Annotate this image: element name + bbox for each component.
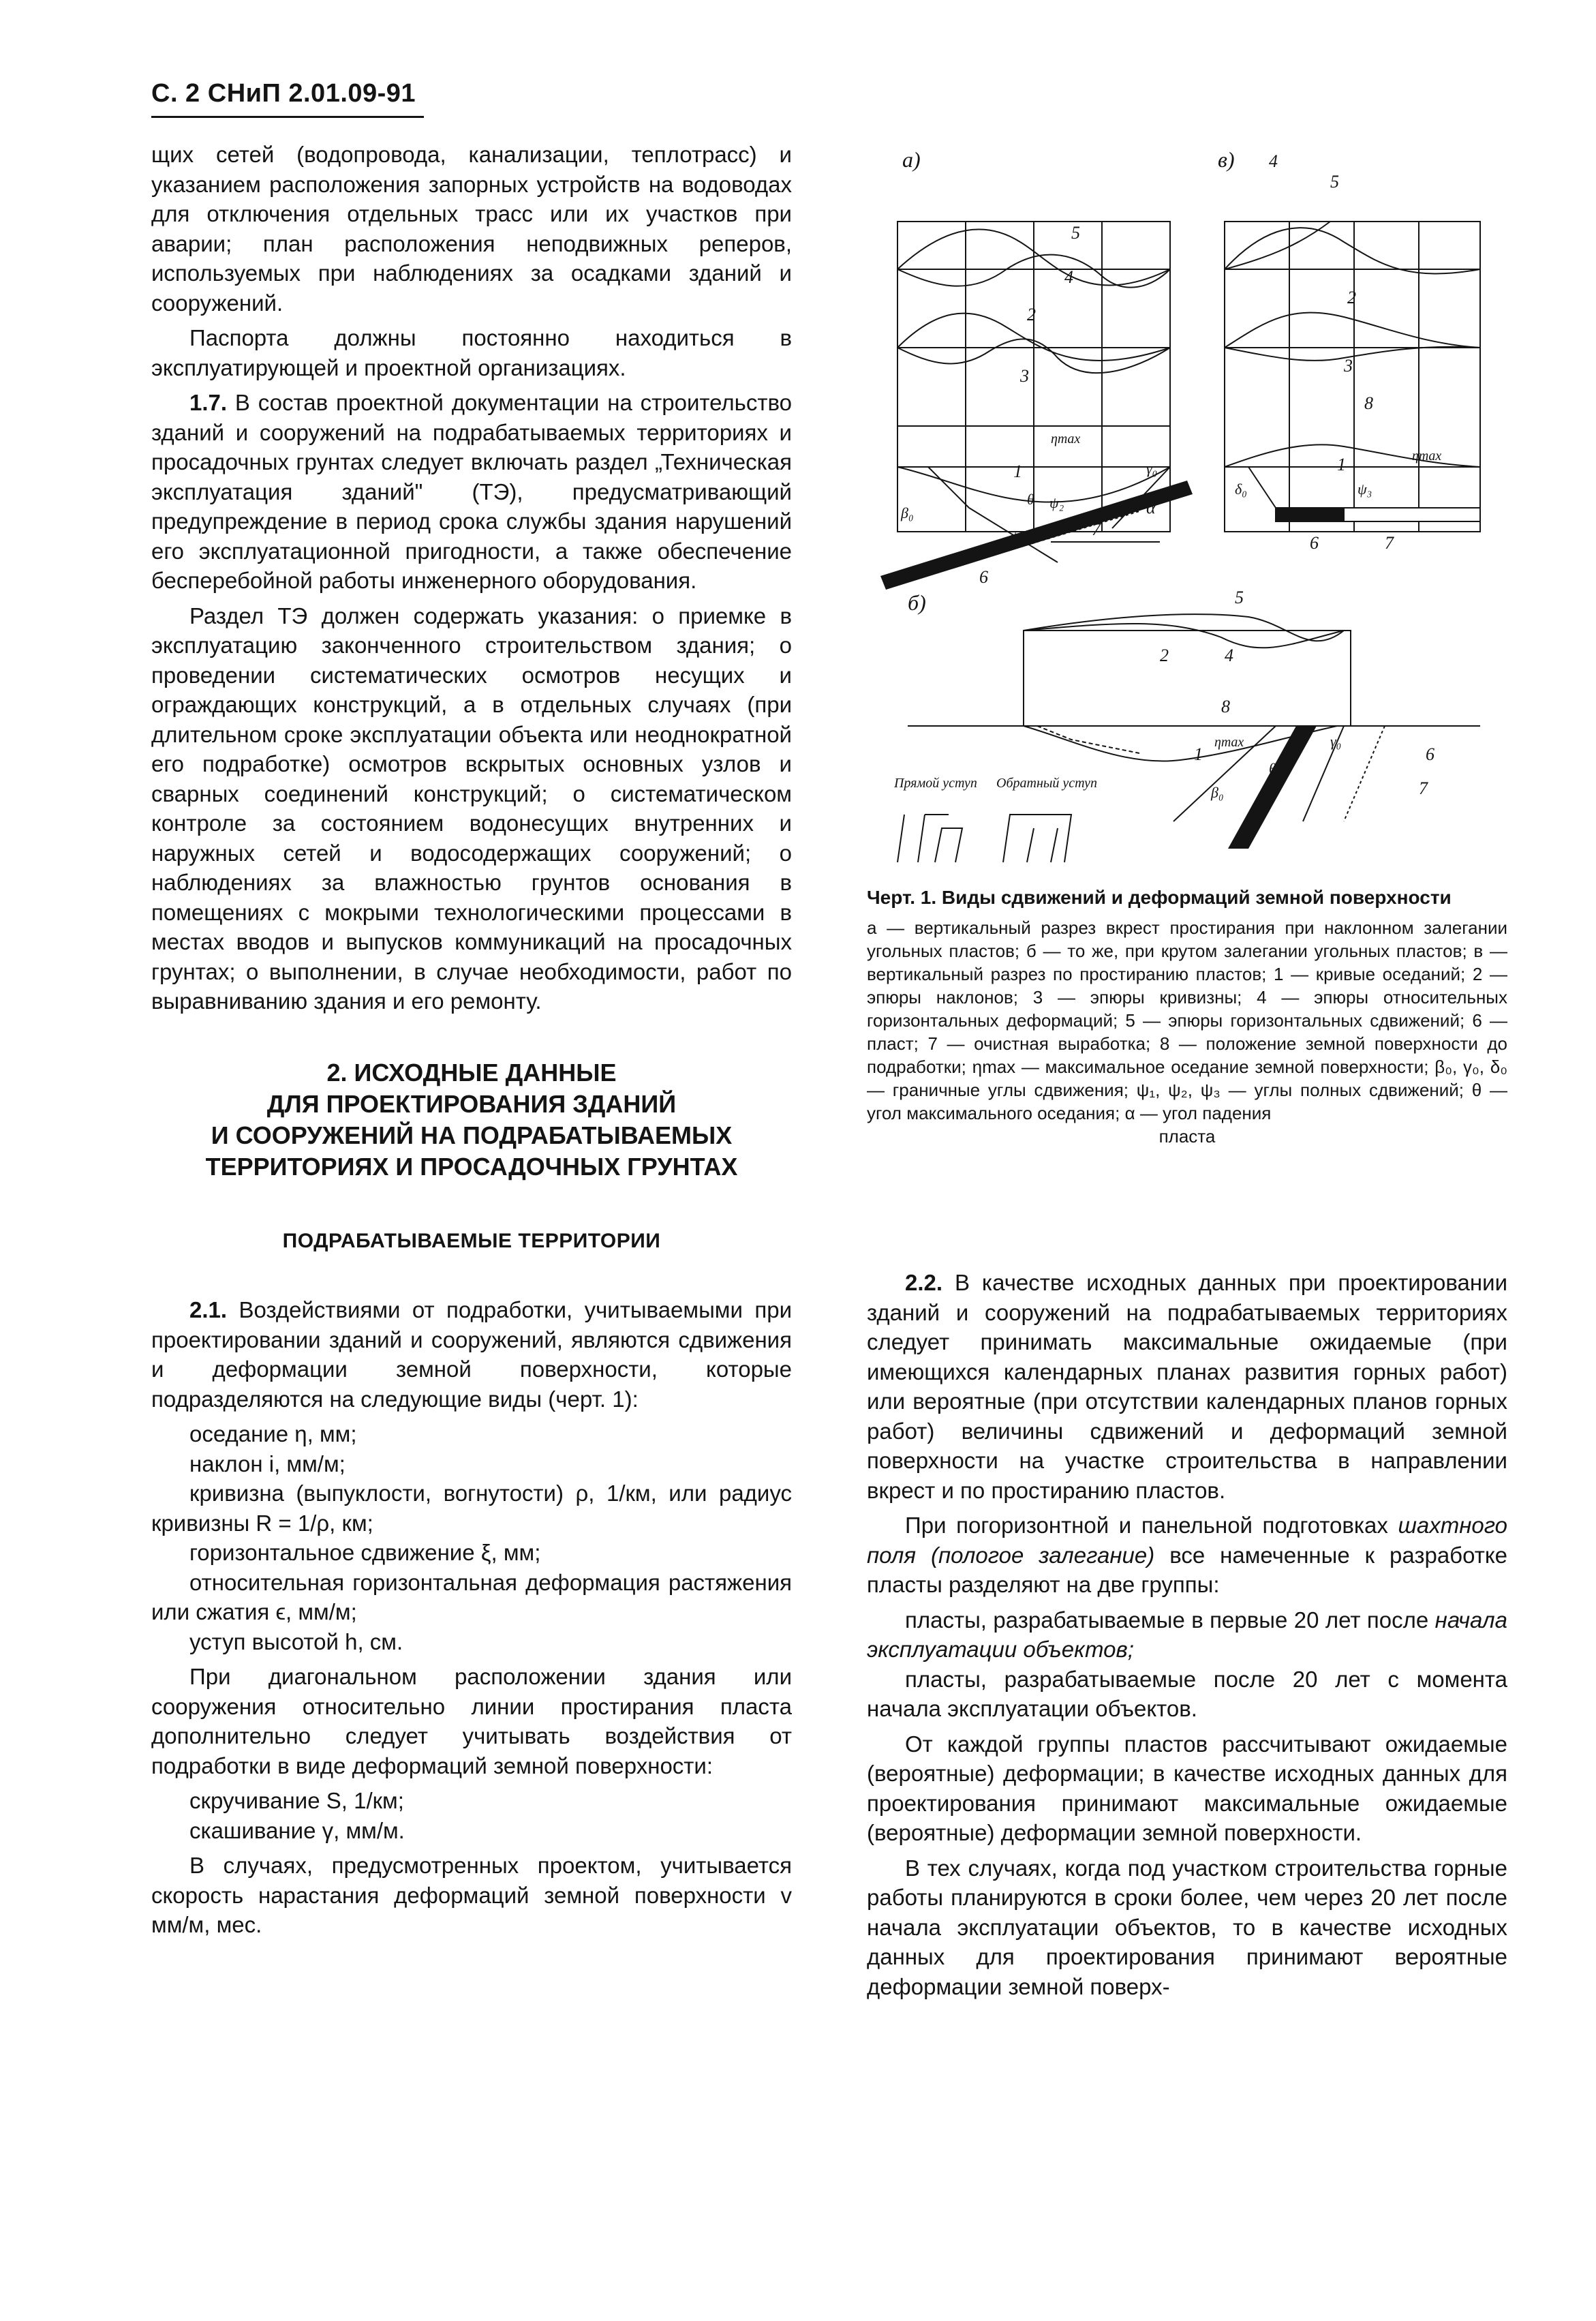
excavation-7	[1344, 508, 1480, 521]
label-beta0: β₀	[1211, 784, 1224, 801]
label-psi1: ψ₁	[1010, 528, 1025, 545]
clause-text: В качестве исходных данных при проектировании зданий и сооружений на подрабатываемых территориях следует принимать максимальные ожидаемые (при имеющихся календарных планах развития горных работ) или вероятные (при отсутствии календарных планов горных работ) величины сдвижений и деформаций земной поверхности на участке строительства в направлении вкрест и по простиранию пластов.	[867, 1270, 1507, 1503]
list-item: скручивание S, 1/км;	[189, 1788, 404, 1813]
label-delta0: δ₀	[1235, 481, 1247, 498]
clause-number: 2.1.	[189, 1297, 228, 1322]
reverse-step-sketch	[1003, 815, 1071, 862]
label-1: 1	[1337, 455, 1346, 474]
label-6: 6	[1426, 744, 1434, 764]
list-item: оседание η, мм;	[189, 1421, 357, 1446]
paragraph: От каждой группы пластов рассчитывают ожидаемые (вероятные) деформации; в качестве исходных данных для проектирования принимают максимальные ожидаемые (вероятные) деформации земной поверхности.	[867, 1731, 1507, 1845]
label-8: 8	[1221, 697, 1230, 716]
label-6: 6	[1310, 533, 1319, 553]
label-beta0: β₀	[901, 504, 914, 521]
panel-b	[893, 588, 1480, 862]
curve-2	[1225, 313, 1480, 348]
section-title-line: ТЕРРИТОРИЯХ И ПРОСАДОЧНЫХ ГРУНТАХ	[205, 1152, 738, 1181]
clause-number: 2.2.	[905, 1270, 943, 1295]
label-2: 2	[1160, 646, 1169, 665]
label-theta: θ	[1027, 491, 1034, 508]
list-item: наклон i, мм/м;	[189, 1451, 346, 1476]
paragraph-1-7	[151, 388, 792, 596]
label-1: 1	[1013, 461, 1022, 481]
list-item: горизонтальное сдвижение ξ, мм;	[189, 1540, 541, 1565]
label-eta-max: ηmax	[1214, 735, 1244, 750]
caption-last-line: пласта	[1158, 1126, 1216, 1147]
italic-run: шахтного поля (пологое залегание)	[867, 1513, 1507, 1568]
panel-b-frame	[1024, 631, 1351, 726]
figure-caption	[867, 886, 1507, 1148]
clause-text: Воздействиями от подработки, учитываемыми при проектировании зданий и сооружений, являются сдвижения и деформации земной поверхности, которые подразделяются на следующие виды (черт. 1):	[151, 1297, 792, 1412]
label-7: 7	[1092, 519, 1101, 539]
clause-number: 1.7.	[189, 390, 228, 415]
label-3: 3	[1344, 356, 1353, 376]
label-psi3: ψ₃	[1357, 481, 1372, 498]
paragraph	[867, 1511, 1507, 1600]
label-alpha: α	[1146, 498, 1156, 517]
left-column	[151, 140, 792, 1945]
figure-1-diagram	[867, 140, 1507, 876]
label-2: 2	[1027, 305, 1036, 324]
running-header: С. 2 СНиП 2.01.09-91	[151, 79, 416, 108]
subsection-title: ПОДРАБАТЫВАЕМЫЕ ТЕРРИТОРИИ	[282, 1229, 661, 1252]
panel-v-label: в)	[1218, 147, 1235, 172]
paragraph: В случаях, предусмотренных проектом, учитывается скорость нарастания деформаций земной поверхности v мм/м, мес.	[151, 1853, 792, 1937]
list-item: кривизна (выпуклости, вогнутости) ρ, 1/км, или радиус кривизны R = 1/ρ, км;	[151, 1481, 792, 1536]
paragraph: щих сетей (водопровода, канализации, теплотрасс) и указанием расположения запорных устройств на водоводах для отключения отдельных трасс или их участков при аварии; план расположения неподвижных реперов, используемых при наблюдениях за осадками зданий и сооружений.	[151, 142, 792, 316]
panel-v	[1218, 147, 1480, 553]
label-psi2: ψ₂	[1049, 494, 1064, 511]
section-title	[151, 1057, 792, 1183]
label-4: 4	[1269, 151, 1278, 171]
header-rule	[151, 116, 424, 118]
seam-6	[880, 481, 1193, 590]
section-title-line: 2. ИСХОДНЫЕ ДАННЫЕ	[326, 1058, 617, 1087]
label-5: 5	[1071, 223, 1080, 243]
label-3: 3	[1020, 366, 1029, 386]
label-direct-step: Прямой уступ	[894, 776, 977, 791]
label-7: 7	[1385, 533, 1394, 553]
list-item: относительная горизонтальная деформация растяжения или сжатия ϵ, мм/м;	[151, 1569, 792, 1624]
label-gamma0: γ₀	[1330, 733, 1342, 750]
panel-a-label: а)	[902, 147, 921, 172]
label-5: 5	[1235, 588, 1244, 607]
list-item: скашивание γ, мм/м.	[189, 1817, 405, 1843]
label-7: 7	[1419, 778, 1428, 798]
paragraph: В тех случаях, когда под участком строительства горные работы планируются в сроки более, чем через 20 лет после начала эксплуатации объектов, то в качестве исходных данных для проектирования принимают вероятные деформации земной поверх-	[867, 1855, 1507, 1999]
caption-title: Черт. 1. Виды сдвижений и деформаций земной поверхности	[867, 887, 1452, 908]
label-5: 5	[1330, 172, 1339, 192]
excavation-7	[1344, 726, 1385, 821]
list-item: пласты, разрабатываемые после 20 лет с момента начала эксплуатации объектов.	[867, 1666, 1507, 1721]
panel-v-frame	[1225, 222, 1480, 532]
label-eta-max: ηmax	[1412, 449, 1442, 464]
clause-text: В состав проектной документации на строительство зданий и сооружений на подрабатываемых территориях и просадочных грунтах следует включать раздел „Техническая эксплуатация зданий" (ТЭ), предусматривающий предупреждение в период срока службы здания нарушений его эксплуатационной пригодности, а также обеспечение бесперебойной работы инженерного оборудования.	[151, 390, 792, 593]
caption-body: а — вертикальный разрез вкрест простирания при наклонном залегании угольных пластов; б — то же, при крутом залегании угольных пластов; в — вертикальный разрез по простиранию пластов; 1 — кривые оседаний; 2 — эпюры наклонов; 3 — эпюры кривизны; 4 — эпюры относительных горизонтальных деформаций; 5 — эпюры горизонтальных сдвижений; 6 — пласт; 7 — очистная выработка; 8 — положение земной поверхности до подработки; ηmax — максимальное оседание земной поверхности; β₀, γ₀, δ₀ — граничные углы сдвижения; ψ₁, ψ₂, ψ₃ — углы полных сдвижений; θ — угол максимального оседания; α — угол падения	[867, 917, 1507, 1123]
label-theta: θ	[1269, 760, 1276, 777]
label-1: 1	[1194, 744, 1203, 764]
label-reverse-step: Обратный уступ	[996, 776, 1097, 791]
paragraph-2-1	[151, 1295, 792, 1414]
italic-run: начала эксплуатации объектов;	[867, 1607, 1507, 1662]
paragraph: При диагональном расположении здания или сооружения относительно линии простирания пласта дополнительно следует учитывать воздействия от подработки в виде деформаций земной поверхности:	[151, 1664, 792, 1778]
panel-b-label: б)	[908, 590, 926, 615]
list-item: уступ высотой h, см.	[189, 1628, 403, 1654]
text-run: При погоризонтной и панельной подготовках	[905, 1513, 1398, 1538]
paragraph: Паспорта должны постоянно находиться в эксплуатирующей и проектной организациях.	[151, 325, 792, 380]
direct-step-sketch	[897, 815, 962, 862]
label-gamma0: γ₀	[1146, 460, 1158, 477]
label-2: 2	[1347, 288, 1356, 307]
text-run: все намеченные к разработке пласты разделяют на две группы:	[867, 1542, 1507, 1597]
section-title-line: ДЛЯ ПРОЕКТИРОВАНИЯ ЗДАНИЙ	[266, 1089, 677, 1118]
panel-a	[880, 147, 1193, 590]
label-4: 4	[1225, 646, 1233, 665]
curve-1-dashed	[1037, 726, 1139, 753]
right-column	[867, 1268, 1507, 2007]
list-item	[867, 1605, 1507, 1665]
label-8: 8	[1364, 393, 1373, 413]
boundary-line	[928, 467, 969, 508]
curve-1	[1225, 444, 1480, 467]
text-run: пласты, разрабатываемые в первые 20 лет после	[905, 1607, 1435, 1633]
curve-5	[1225, 228, 1480, 273]
label-eta-max: ηmax	[1051, 431, 1081, 446]
label-6: 6	[979, 567, 988, 587]
label-4: 4	[1064, 267, 1073, 287]
paragraph: Раздел ТЭ должен содержать указания: о приемке в эксплуатацию законченного строительством здания; о проведении систематических осмотров несущих и ограждающих конструкций, а в отдельных случаях (при длительном сроке эксплуатации объекта или неоднократной его подработке) осмотров вскрытых основных узлов и сварных соединений конструкций; о систематическом контроле за состоянием водонесущих внутренних и наружных сетей и водосодержащих сооружений; о наблюдениях за влажностью грунтов основания в помещениях с мокрыми технологическими процессами в местах вводов и выпусков коммуникаций на просадочных грунтах; о выполнении, в случае необходимости, работ по выравниванию здания и его ремонту.	[151, 603, 792, 1014]
section-title-line: И СООРУЖЕНИЙ НА ПОДРАБАТЫВАЕМЫХ	[211, 1121, 733, 1149]
boundary-line	[1248, 467, 1276, 508]
paragraph-2-2	[867, 1268, 1507, 1505]
